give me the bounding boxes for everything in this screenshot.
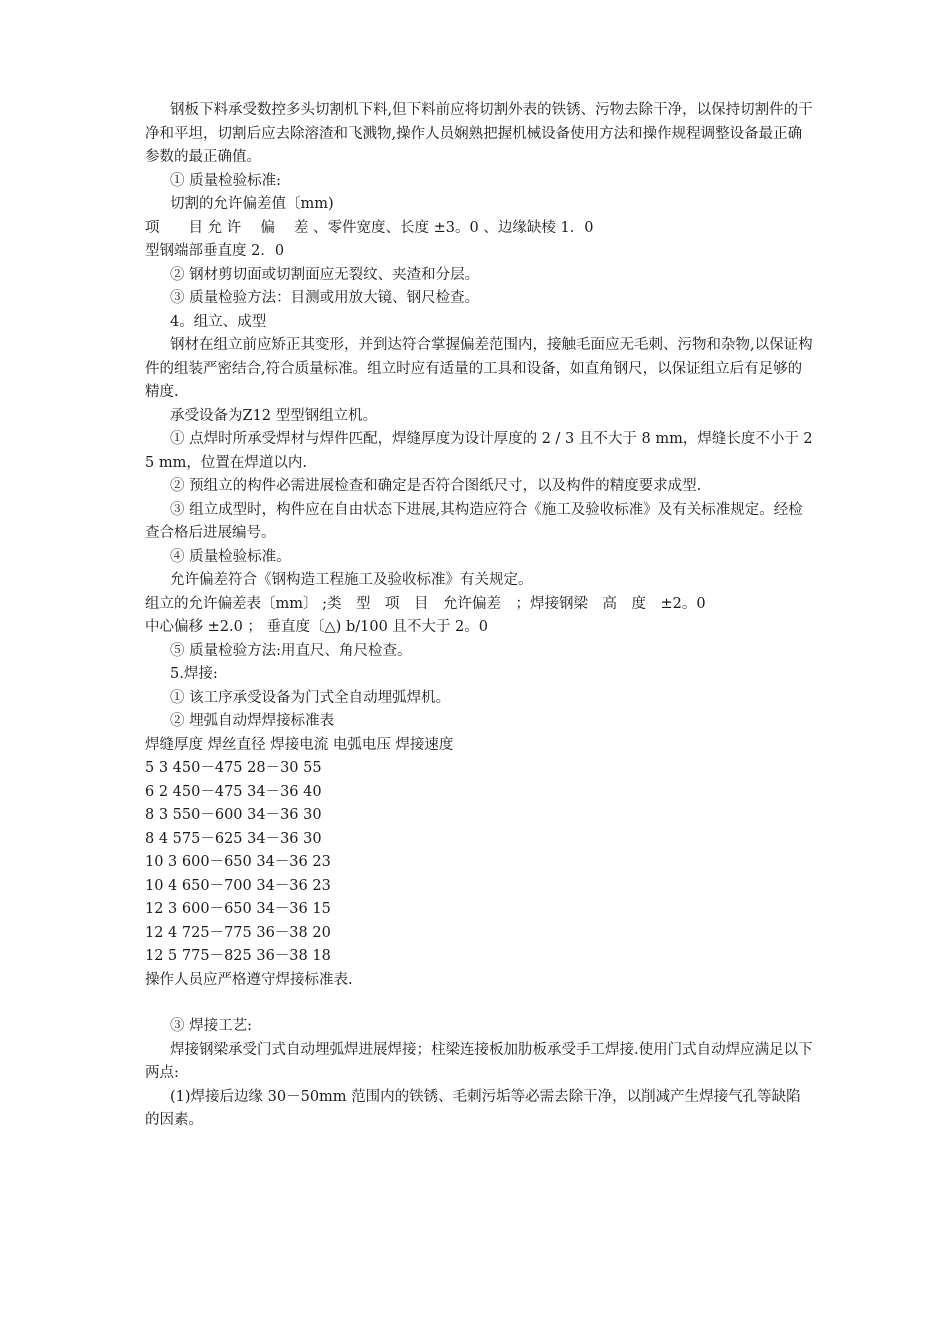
- pre-assembly-check: ② 预组立的构件必需进展检查和确定是否符合图纸尺寸，以及构件的精度要求成型.: [170, 478, 702, 494]
- assembly-tolerance-row: 组立的允许偏差表〔mm〕 ;类 型 项 目 允许偏差 ；焊接钢梁 高 度 ±2。0: [145, 595, 706, 612]
- assembly-tolerance-row-2: 中心偏移 ±2.0 ； 垂直度〔△) b/100 且不大于 2。0: [145, 619, 488, 635]
- paragraph-assembly: 钢材在组立前应矫正其变形，并到达符合掌握偏差范围内，接触毛面应无毛刺、污物和杂物,以保证构件的组装严密结合,符合质量标准。组立时应有适量的工具和设备，如直角钢尺，以保证组立后有足够的精度.: [145, 337, 813, 400]
- section-heading-assembly: 4。组立、成型: [170, 313, 267, 330]
- welding-cleaning-requirement: (1)焊接后边缘 30－50mm 范围内的铁锈、毛刺污垢等必需去除干净，以削减产生焊接气孔等缺陷的因素。: [145, 1088, 801, 1128]
- weld-table-caption: ② 埋弧自动焊焊接标准表: [170, 713, 335, 729]
- cutting-tolerance-caption: 切割的允许偏差值〔mm): [170, 196, 334, 212]
- assembly-equipment: 承受设备为Z12 型型钢组立机。: [170, 407, 378, 424]
- welding-process-paragraph: 焊接钢梁承受门式自动埋弧焊进展焊接；柱梁连接板加肋板承受手工焊接.使用门式自动焊应满足以下两点:: [145, 1041, 813, 1081]
- weld-table-row: 12 4 725－775 36－38 20: [145, 924, 331, 941]
- paragraph-spacer: [145, 992, 815, 1015]
- weld-table-footer: 操作人员应严格遵守焊接标准表.: [145, 971, 353, 988]
- inspection-method-2: ⑤ 质量检验方法:用直尺、角尺检查。: [170, 642, 412, 659]
- weld-table-row: 6 2 450－475 34－36 40: [145, 783, 322, 800]
- tack-weld-requirement: ① 点焊时所承受焊材与焊件匹配，焊缝厚度为设计厚度的 2 / 3 且不大于 8 mm，焊缝长度不小于 25 mm，位置在焊道以内.: [145, 431, 813, 471]
- section-heading-welding: 5.焊接:: [170, 666, 218, 682]
- weld-table-header: 焊缝厚度 焊丝直径 焊接电流 电弧电压 焊接速度: [145, 736, 454, 753]
- weld-table-row: 10 4 650－700 34－36 23: [145, 877, 331, 894]
- cut-surface-requirement: ② 钢材剪切面或切割面应无裂纹、夹渣和分层。: [170, 266, 480, 283]
- tolerance-reference: 允许偏差符合《钢构造工程施工及验收标准》有关规定。: [170, 572, 533, 588]
- weld-table-row: 8 4 575－625 34－36 30: [145, 830, 322, 847]
- weld-table-row: 12 3 600－650 34－36 15: [145, 901, 331, 917]
- welding-equipment: ① 该工序承受设备为门式全自动埋弧焊机。: [170, 689, 451, 706]
- assembly-forming: ③ 组立成型时，构件应在自由状态下进展,其构造应符合《施工及验收标准》及有关标准规定。经检查合格后进展编号。: [145, 501, 803, 541]
- document-body: [145, 99, 815, 1133]
- cutting-tolerance-row: 项 目 允 许 偏 差 、零件宽度、长度 ±3。0 、边缘缺棱 1．0: [145, 219, 594, 236]
- weld-table-row: 8 3 550－600 34－36 30: [145, 807, 322, 823]
- weld-table-row: 5 3 450－475 28－30 55: [145, 760, 322, 776]
- weld-table-row: 10 3 600－650 34－36 23: [145, 854, 331, 870]
- paragraph-cutting-intro: 钢板下料承受数控多头切割机下料,但下料前应将切割外表的铁锈、污物去除干净，以保持切割件的干净和平坦，切割后应去除溶渣和飞溅物,操作人员娴熟把握机械设备使用方法和操作规程调整设备最正确参数的最正确值。: [145, 102, 813, 165]
- inspection-method: ③ 质量检验方法：目测或用放大镜、钢尺检查。: [170, 290, 480, 306]
- quality-standard-heading-2: ④ 质量检验标准。: [170, 548, 291, 565]
- weld-table-row: 12 5 775－825 36－38 18: [145, 948, 331, 964]
- welding-process-heading: ③ 焊接工艺:: [170, 1018, 252, 1034]
- quality-standard-heading: ① 质量检验标准:: [170, 172, 281, 189]
- cutting-tolerance-row-2: 型钢端部垂直度 2．0: [145, 243, 285, 259]
